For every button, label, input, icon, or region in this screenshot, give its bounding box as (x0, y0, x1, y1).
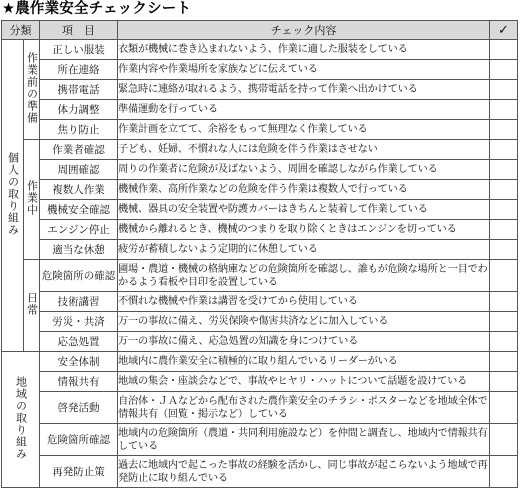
table-row (2, 456, 518, 488)
table-row (2, 424, 518, 456)
item-label: エンジン停止 (40, 220, 118, 240)
item-content: 子ども、妊婦、不慣れな人には危険を伴う作業はさせない (118, 140, 490, 160)
item-content: 機械から離れるとき、機械のつまりを取り除くときはエンジンを切っている (118, 220, 490, 240)
header-category: 分類 (2, 21, 40, 40)
check-cell[interactable] (490, 292, 518, 312)
check-cell[interactable] (490, 312, 518, 332)
item-content: 不慣れな機械や作業は講習を受けてから使用している (118, 292, 490, 312)
header-check: ✓ (490, 21, 518, 40)
item-content: 過去に地域内で起こった事故の経験を活かし、同じ事故が起こらないよう地域で再発防止に取り組んでいる (118, 456, 490, 488)
check-cell[interactable] (490, 180, 518, 200)
table-row (2, 140, 518, 160)
item-content: 地域内に農作業安全に積極的に取り組んでいるリーダーがいる (118, 352, 490, 372)
check-cell[interactable] (490, 392, 518, 424)
item-content: 緊急時に連絡が取れるよう、携帯電話を持って作業へ出かけている (118, 80, 490, 100)
check-cell[interactable] (490, 160, 518, 180)
item-label: 応急処置 (40, 332, 118, 352)
checklist-table (1, 20, 518, 488)
item-content: 作業内容や作業場所を家族などに伝えている (118, 60, 490, 80)
check-cell[interactable] (490, 140, 518, 160)
table-row (2, 180, 518, 200)
item-label: 携帯電話 (40, 80, 118, 100)
category-daily: 日常 (24, 260, 40, 352)
category-before: 作業前の準備 (24, 40, 40, 140)
table-row (2, 260, 518, 292)
item-label: 周囲確認 (40, 160, 118, 180)
header-row (2, 21, 518, 40)
item-label: 情報共有 (40, 372, 118, 392)
table-row (2, 332, 518, 352)
check-cell[interactable] (490, 424, 518, 456)
category-regional: 地域の取り組み (2, 352, 40, 488)
check-cell[interactable] (490, 60, 518, 80)
item-label: 技術講習 (40, 292, 118, 312)
check-cell[interactable] (490, 372, 518, 392)
item-content: 周りの作業者に危険が及ばないよう、周囲を確認しながら作業している (118, 160, 490, 180)
check-cell[interactable] (490, 352, 518, 372)
check-cell[interactable] (490, 40, 518, 60)
item-content: 圃場・農道・機械の格納庫などの危険箇所を確認し、誰もが危険な場所と一目でわかるよう看板や目印を設置している (118, 260, 490, 292)
item-content: 疲労が蓄積しないよう定期的に休憩している (118, 240, 490, 260)
item-label: 安全体制 (40, 352, 118, 372)
check-cell[interactable] (490, 260, 518, 292)
item-content: 自治体・ＪＡなどから配布された農作業安全のチラシ・ポスターなどを地域全体で情報共有（回覧・掲示など）している (118, 392, 490, 424)
header-item: 項 目 (40, 21, 118, 40)
table-row (2, 40, 518, 60)
table-row (2, 60, 518, 80)
category-individual: 個人の取り組み (2, 40, 24, 352)
item-content: 作業計画を立てて、余裕をもって無理なく作業している (118, 120, 490, 140)
item-label: 労災・共済 (40, 312, 118, 332)
item-label: 作業者確認 (40, 140, 118, 160)
item-content: 地域内の危険箇所（農道・共同利用施設など）を仲間と調査し、地域内で情報共有している (118, 424, 490, 456)
table-row (2, 220, 518, 240)
check-cell[interactable] (490, 200, 518, 220)
item-label: 複数人作業 (40, 180, 118, 200)
table-row (2, 100, 518, 120)
check-cell[interactable] (490, 100, 518, 120)
item-content: 準備運動を行っている (118, 100, 490, 120)
table-row (2, 240, 518, 260)
item-label: 啓発活動 (40, 392, 118, 424)
item-label: 危険箇所の確認 (40, 260, 118, 292)
item-label: 所在連絡 (40, 60, 118, 80)
check-cell[interactable] (490, 456, 518, 488)
check-cell[interactable] (490, 332, 518, 352)
table-row (2, 352, 518, 372)
item-label: 機械安全確認 (40, 200, 118, 220)
item-content: 機械、器具の安全装置や防護カバーはきちんと装着して作業している (118, 200, 490, 220)
item-content: 万一の事故に備え、応急処置の知識を身につけている (118, 332, 490, 352)
check-cell[interactable] (490, 80, 518, 100)
check-cell[interactable] (490, 220, 518, 240)
item-label: 適当な休憩 (40, 240, 118, 260)
table-row (2, 312, 518, 332)
item-content: 万一の事故に備え、労災保険や傷害共済などに加入している (118, 312, 490, 332)
page-title: ★農作業安全チェックシート (2, 1, 192, 17)
table-row (2, 292, 518, 312)
item-label: 正しい服装 (40, 40, 118, 60)
item-label: 体力調整 (40, 100, 118, 120)
check-cell[interactable] (490, 120, 518, 140)
item-label: 再発防止策 (40, 456, 118, 488)
table-row (2, 120, 518, 140)
item-label: 危険箇所確認 (40, 424, 118, 456)
table-row (2, 80, 518, 100)
table-row (2, 392, 518, 424)
table-row (2, 372, 518, 392)
item-label: 焦り防止 (40, 120, 118, 140)
item-content: 衣類が機械に巻き込まれないよう、作業に適した服装をしている (118, 40, 490, 60)
table-row (2, 160, 518, 180)
header-content: チェック内容 (118, 21, 490, 40)
category-during: 作業中 (24, 140, 40, 260)
item-content: 機械作業、高所作業などの危険を伴う作業は複数人で行っている (118, 180, 490, 200)
item-content: 地域の集会・座談会などで、事故やヒヤリ・ハットについて話題を設けている (118, 372, 490, 392)
check-cell[interactable] (490, 240, 518, 260)
table-row (2, 200, 518, 220)
